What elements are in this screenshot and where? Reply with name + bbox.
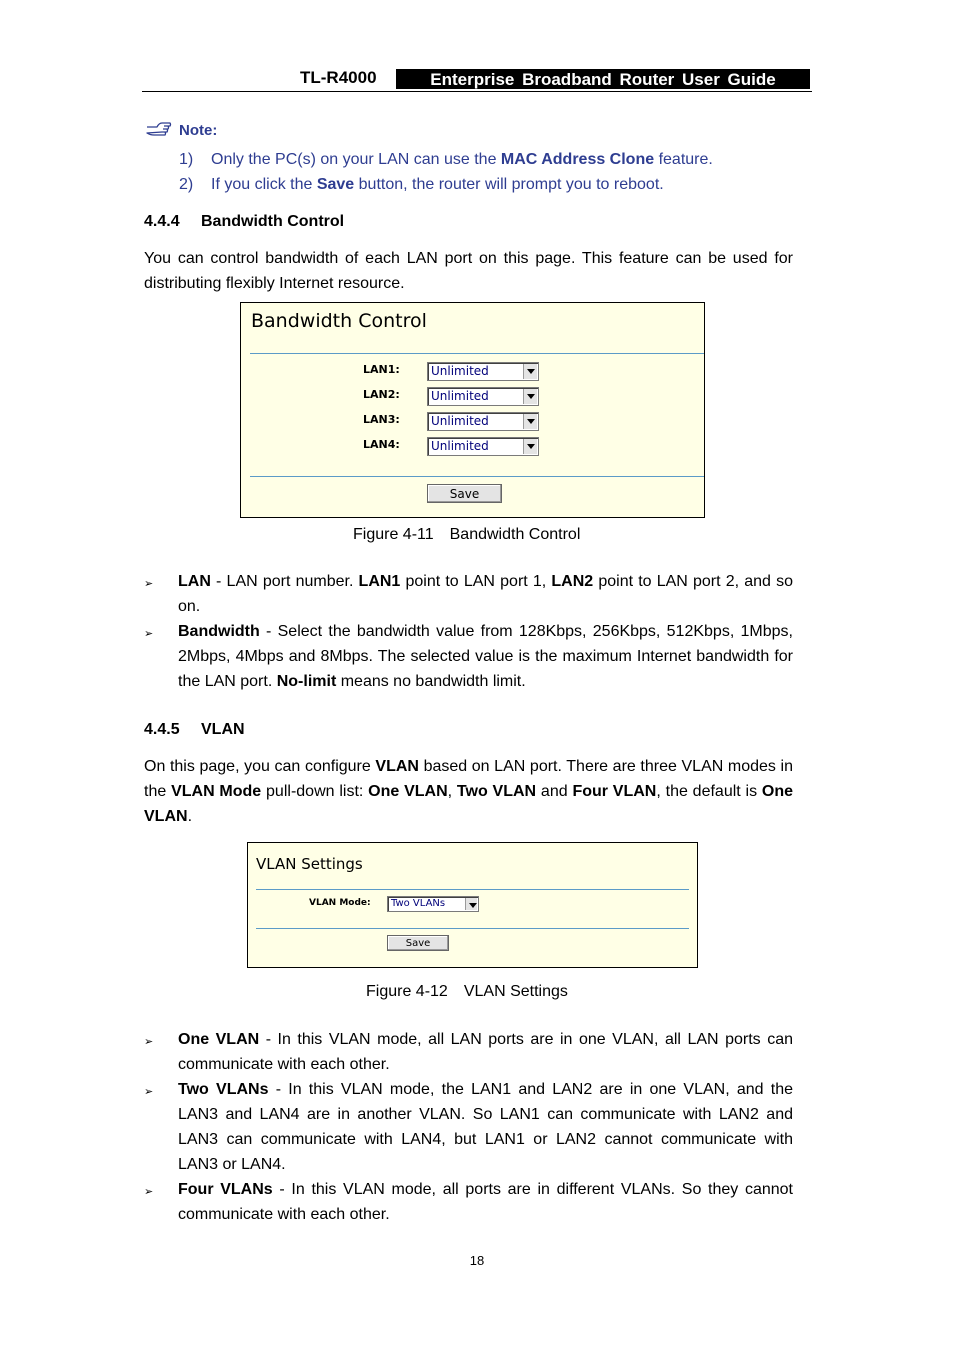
bullet-arrow-icon: ➢ bbox=[144, 1086, 154, 1098]
lan1-label: LAN1: bbox=[363, 363, 400, 376]
vlan-mode-label: VLAN Mode: bbox=[309, 898, 371, 908]
divider bbox=[250, 476, 704, 477]
lan1-bandwidth-select[interactable]: Unlimited bbox=[427, 362, 539, 381]
bullet-arrow-icon: ➢ bbox=[144, 1186, 154, 1198]
chevron-down-icon[interactable] bbox=[523, 389, 537, 404]
bullet-arrow-icon: ➢ bbox=[144, 1036, 154, 1048]
bullet-text: Bandwidth - Select the bandwidth value from 128Kbps, 256Kbps, 512Kbps, 1Mbps, 2Mbps, 4Mbps and 8Mbps. The selected value is the maximum Internet bandwidth for the LAN port. No-limit means no bandwidth limit. bbox=[178, 623, 793, 690]
save-button[interactable]: Save bbox=[387, 935, 449, 951]
bullet-arrow-icon: ➢ bbox=[144, 578, 154, 590]
lan3-label: LAN3: bbox=[363, 413, 400, 426]
lan2-label: LAN2: bbox=[363, 388, 400, 401]
divider bbox=[256, 928, 689, 929]
bullet-text: One VLAN - In this VLAN mode, all LAN ports are in one VLAN, all LAN ports can communicate with each other. bbox=[178, 1031, 793, 1073]
note-item-text: If you click the Save button, the router will prompt you to reboot. bbox=[211, 176, 664, 193]
bullet-arrow-icon: ➢ bbox=[144, 628, 154, 640]
section-heading: 4.4.4 Bandwidth Control bbox=[144, 213, 345, 230]
vlan-settings-panel bbox=[247, 842, 698, 968]
section-intro: On this page, you can configure VLAN based on LAN port. There are three VLAN modes in the VLAN Mode pull-down list: One VLAN, Two VLAN and Four VLAN, the default is One VLAN. bbox=[144, 758, 794, 825]
panel-title: Bandwidth Control bbox=[251, 310, 427, 332]
divider bbox=[250, 353, 704, 354]
note-item-number: 1) bbox=[179, 151, 194, 168]
divider bbox=[256, 889, 689, 890]
section-heading: 4.4.5 VLAN bbox=[144, 721, 245, 738]
header-title: Enterprise Broadband Router User Guide bbox=[396, 69, 810, 89]
note-label: Note: bbox=[179, 122, 218, 139]
vlan-mode-select[interactable]: Two VLANs bbox=[387, 896, 479, 912]
lan3-bandwidth-select[interactable]: Unlimited bbox=[427, 412, 539, 431]
page-number: 18 bbox=[469, 1253, 485, 1268]
panel-title: VLAN Settings bbox=[256, 855, 363, 873]
figure-caption: Figure 4-12 VLAN Settings bbox=[366, 983, 568, 1000]
lan4-label: LAN4: bbox=[363, 438, 400, 451]
note-item-text: Only the PC(s) on your LAN can use the MAC Address Clone feature. bbox=[211, 151, 713, 168]
header-rule bbox=[142, 91, 812, 92]
lan2-bandwidth-select[interactable]: Unlimited bbox=[427, 387, 539, 406]
section-intro: You can control bandwidth of each LAN port on this page. This feature can be used for distributing flexibly Internet resource. bbox=[144, 250, 793, 292]
bandwidth-control-panel bbox=[240, 302, 705, 518]
save-button[interactable]: Save bbox=[427, 484, 502, 503]
lan4-bandwidth-select[interactable]: Unlimited bbox=[427, 437, 539, 456]
bullet-text: LAN - LAN port number. LAN1 point to LAN port 1, LAN2 point to LAN port 2, and so on. bbox=[178, 573, 793, 615]
bullet-text: Four VLANs - In this VLAN mode, all ports are in different VLANs. So they cannot communicate with each other. bbox=[178, 1181, 794, 1223]
bullet-text: Two VLANs - In this VLAN mode, the LAN1 and LAN2 are in one VLAN, and the LAN3 and LAN4 are in another VLAN. So LAN1 can communicate with LAN2 and LAN3 can communicate with LAN4, but LAN1 or LAN2 cannot communicate with LAN3 or LAN4. bbox=[178, 1081, 794, 1173]
header-model: TL-R4000 bbox=[300, 68, 377, 87]
chevron-down-icon[interactable] bbox=[523, 364, 537, 379]
chevron-down-icon[interactable] bbox=[523, 414, 537, 429]
chevron-down-icon[interactable] bbox=[523, 439, 537, 454]
chevron-down-icon[interactable] bbox=[465, 898, 477, 910]
note-item-number: 2) bbox=[179, 176, 194, 193]
pointing-hand-icon bbox=[146, 121, 172, 137]
figure-caption: Figure 4-11 Bandwidth Control bbox=[353, 526, 581, 543]
